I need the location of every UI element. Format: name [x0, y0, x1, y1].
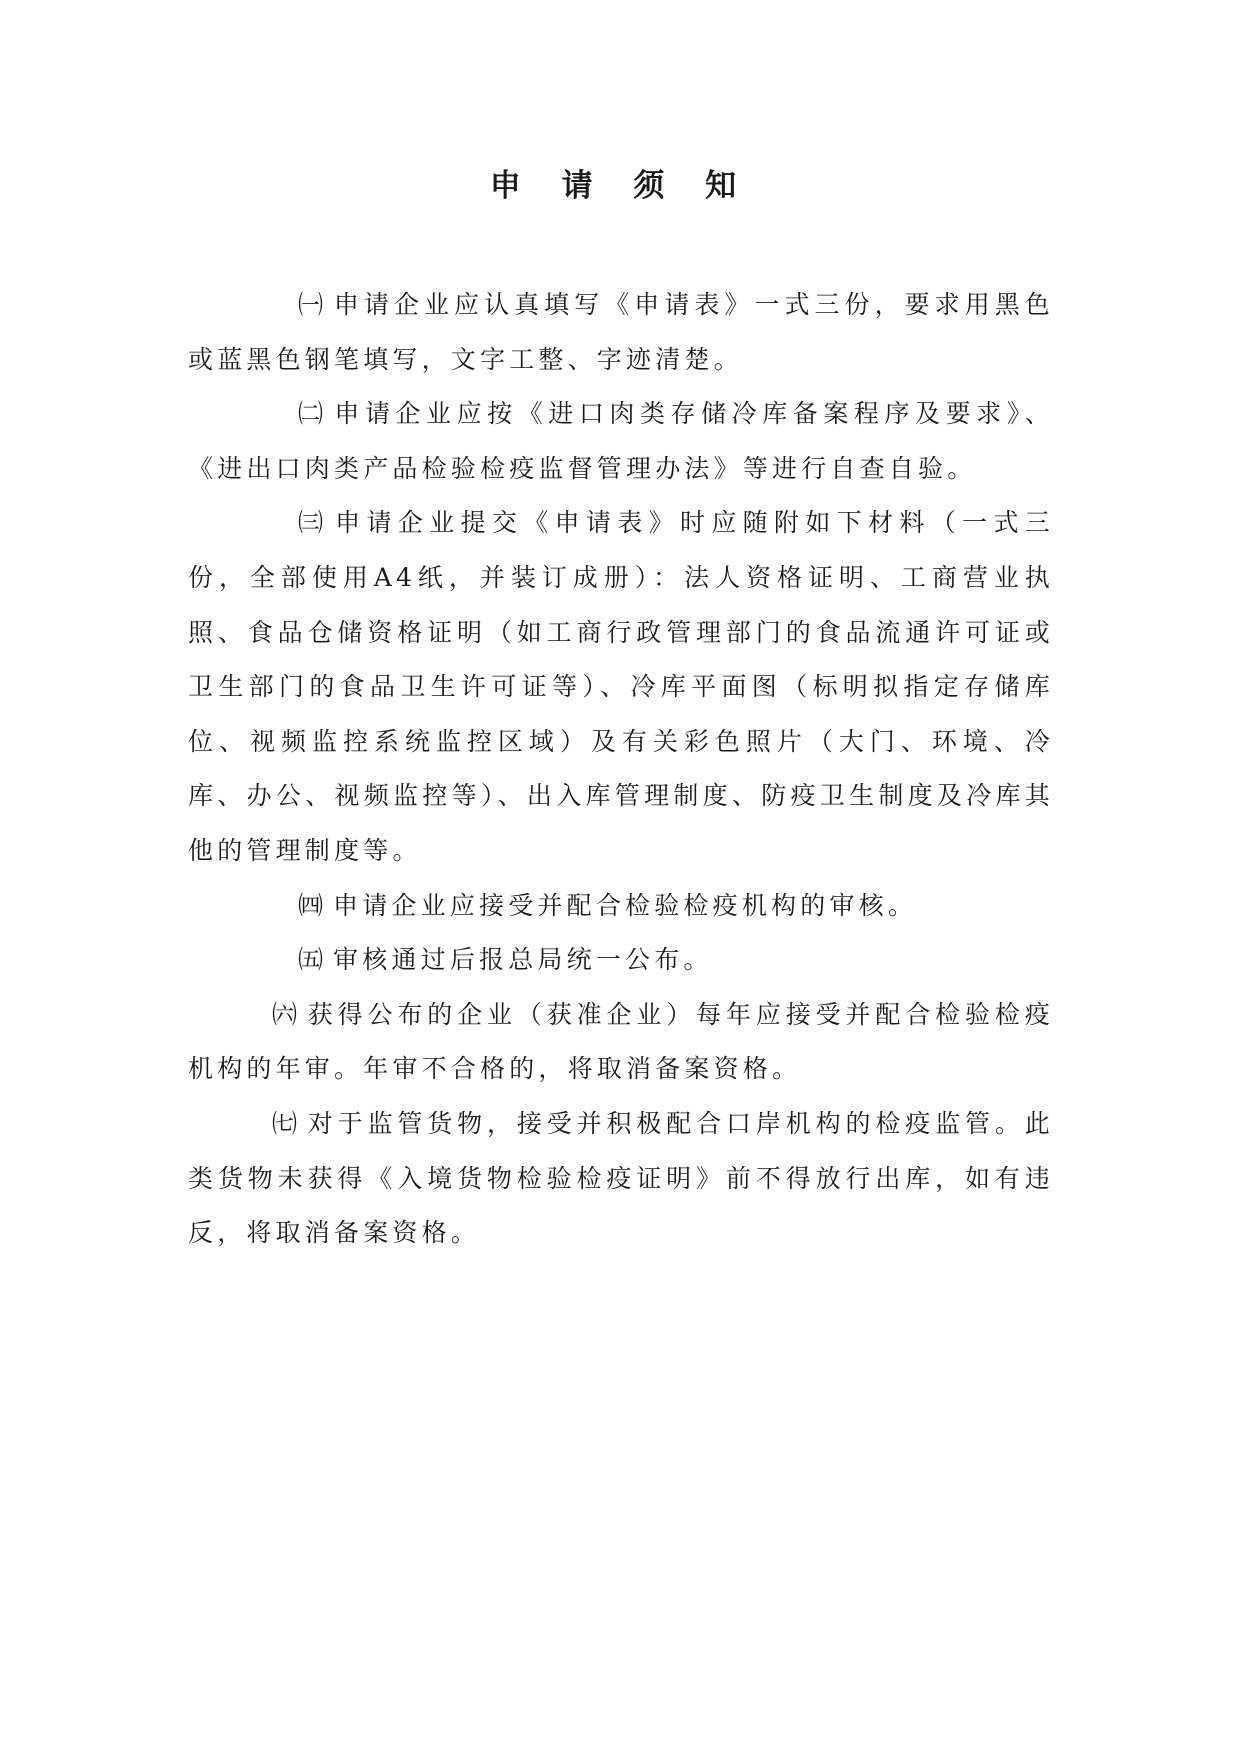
notice-item-2 — [188, 387, 1054, 496]
item-marker: ㈦ — [272, 1108, 298, 1138]
item-text: 获得公布的企业（获准企业）每年应接受并配合检验检疫机构的年审。年审不合格的，将取消备案资格。 — [188, 999, 1054, 1084]
notice-item-1 — [188, 278, 1054, 387]
notice-item-4 — [188, 879, 1054, 934]
item-text: 申请企业应接受并配合检验检疫机构的审核。 — [333, 890, 918, 920]
item-marker: ㈢ — [298, 508, 324, 538]
notice-item-5 — [188, 933, 1054, 988]
item-text: 申请企业应按《进口肉类存储冷库备案程序及要求》、《进出口肉类产品检验检疫监督管理办法》等进行自查自验。 — [188, 399, 1054, 483]
notice-item-7 — [188, 1097, 1054, 1261]
notice-body — [188, 278, 1054, 1261]
notice-item-6 — [188, 988, 1054, 1097]
item-marker: ㈠ — [298, 290, 324, 319]
item-marker: ㈡ — [298, 399, 324, 429]
item-text: 对于监管货物，接受并积极配合口岸机构的检疫监管。此类货物未获得《入境货物检验检疫证明》前不得放行出库，如有违反，将取消备案资格。 — [188, 1108, 1054, 1248]
item-marker: ㈤ — [298, 945, 324, 975]
item-text: 申请企业提交《申请表》时应随附如下材料（一式三份，全部使用A4纸，并装订成册）：法人资格证明、工商营业执照、食品仓储资格证明（如工商行政管理部门的食品流通许可证或卫生部门的食品卫生许可证等）、冷库平面图（标明拟指定存储库位、视频监控系统监控区域）及有关彩色照片（大门、环境、冷库、办公、视频监控等）、出入库管理制度、防疫卫生制度及冷库其他的管理制度等。 — [188, 508, 1054, 865]
item-marker: ㈥ — [272, 999, 298, 1029]
item-text: 审核通过后报总局统一公布。 — [333, 945, 713, 975]
item-text: 申请企业应认真填写《申请表》一式三份，要求用黑色或蓝黑色钢笔填写，文字工整、字迹清楚。 — [188, 290, 1054, 374]
notice-item-3 — [188, 496, 1054, 878]
page-title: 申 请 须 知 — [489, 168, 752, 204]
item-marker: ㈣ — [298, 890, 324, 920]
